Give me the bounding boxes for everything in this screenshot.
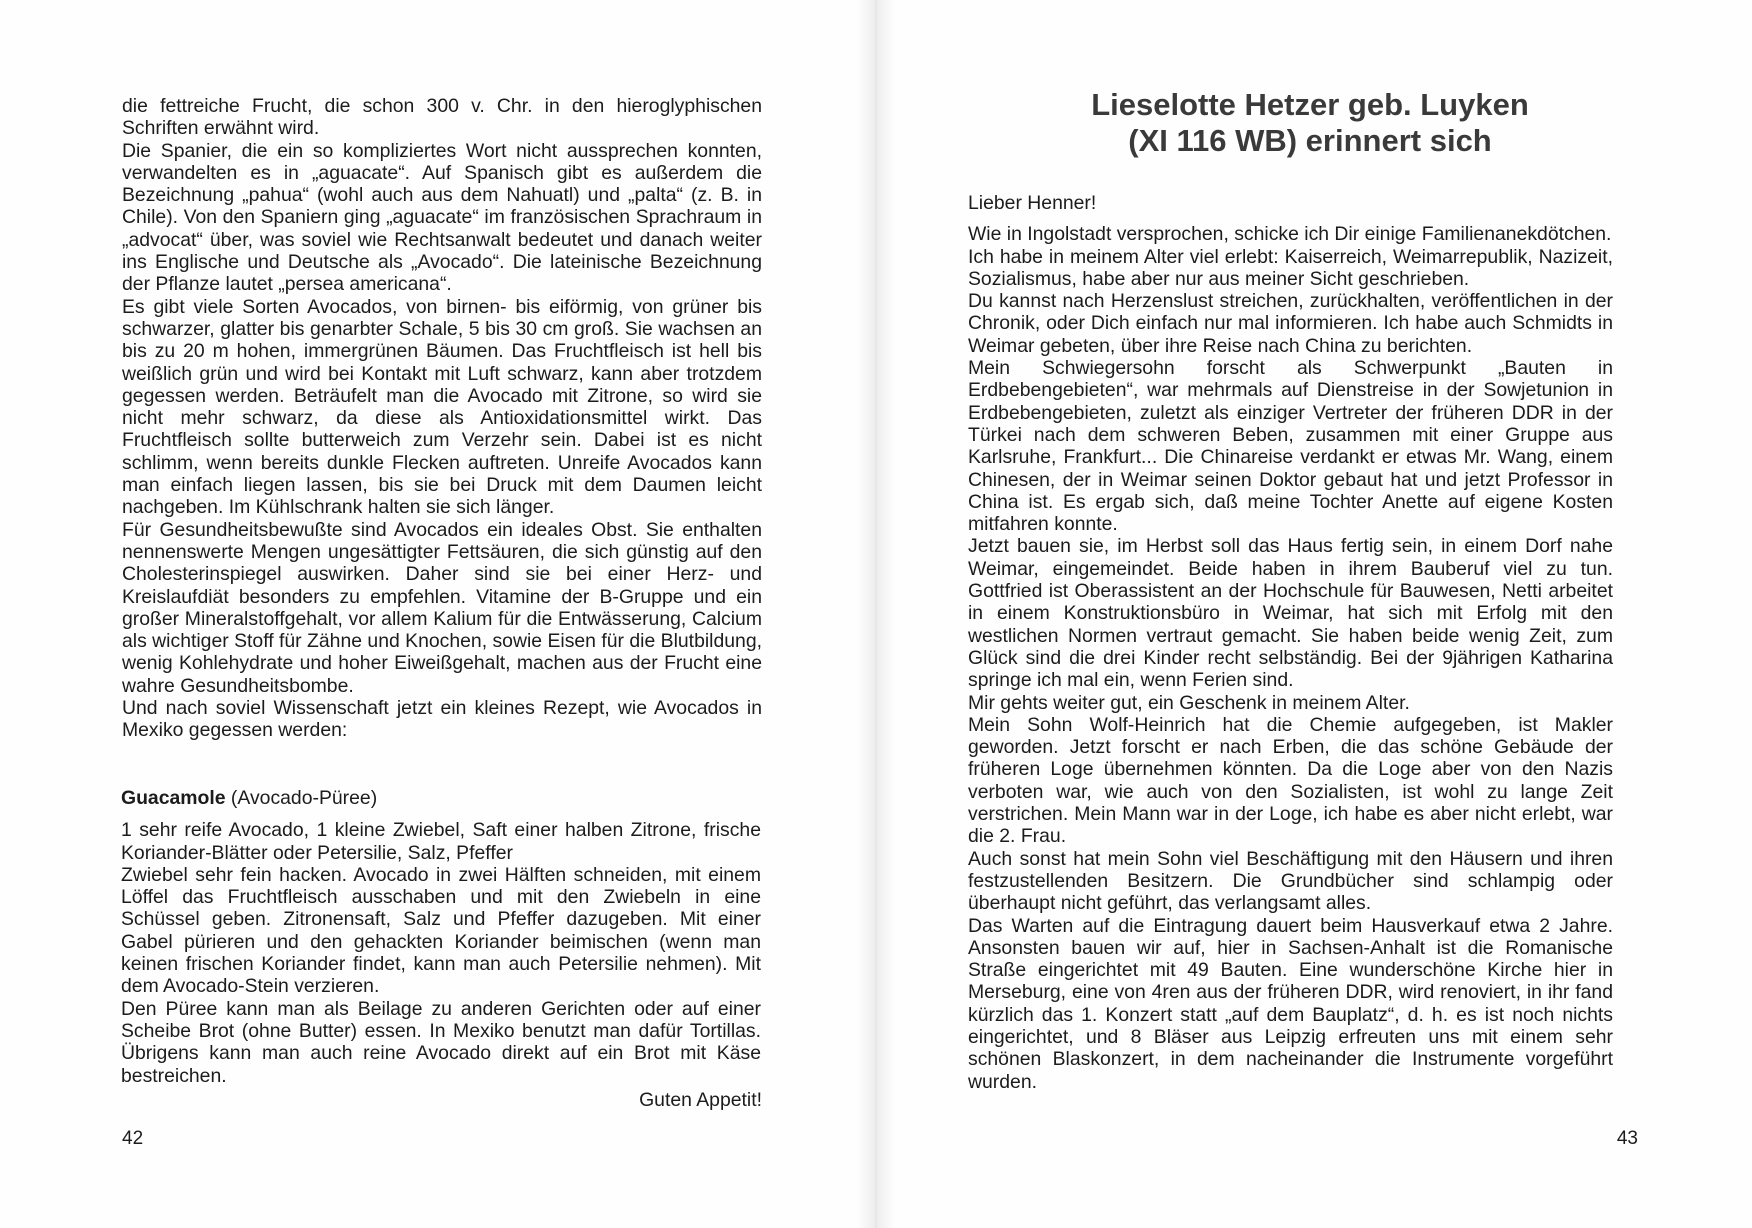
chapter-title (1030, 87, 1590, 159)
right-page (880, 0, 1752, 1228)
left-paragraph: Es gibt viele Sorten Avocados, von birnen- bis eiförmig, von grüner bis schwarzer, glatter bis genarbter Schale, 5 bis 30 cm groß. Sie wachsen an bis zu 20 m hohen, immergrünen Bäumen. Das Fruchtfleisch ist hell bis weißlich grün und wird bei Kontakt mit Luft schwarz, kann aber trotzdem gegessen werden. Beträufelt man die Avocado mit Zitrone, so wird sie nicht mehr schwarz, da diese als Antioxidationsmittel wirkt. Das Fruchtfleisch sollte butterweich zum Verzehr sein. Dabei ist es nicht schlimm, wenn bereits dunkle Flecken auftreten. Unreife Avocados kann man einfach liegen lassen, bis sie bei Druck mit dem Daumen leicht nachgeben. Im Kühlschrank halten sie sich länger. (122, 295, 762, 519)
page-number-right: 43 (1616, 1128, 1638, 1149)
right-paragraph: Wie in Ingolstadt versprochen, schicke ich Dir einige Familienanekdötchen. (968, 223, 1612, 246)
recipe-paragraph: Zwiebel sehr fein hacken. Avocado in zwei Hälften schneiden, mit einem Löffel das Fruchtfleisch ausschaben und mit den Zwiebeln in eine Schüssel geben. Zitronensaft, Salz und Pfeffer dazugeben. Mit einer Gabel pürieren und den gehackten Koriander beimischen (wenn man keinen frischen Koriander findet, kann man auch Petersilie nehmen). Mit dem Avocado-Stein verzieren. (121, 863, 761, 998)
left-paragraph: Und nach soviel Wissenschaft jetzt ein kleines Rezept, wie Avocados in Mexiko gegessen werden: (122, 697, 762, 742)
recipe-title-subtitle: (Avocado-Püree) (225, 787, 378, 809)
letter-salutation: Lieber Henner! (968, 192, 1097, 214)
recipe-paragraph: 1 sehr reife Avocado, 1 kleine Zwiebel, Saft einer halben Zitrone, frische Koriander-Blätter oder Petersilie, Salz, Pfeffer (121, 819, 761, 864)
right-paragraph: Du kannst nach Herzenslust streichen, zurückhalten, veröffentlichen in der Chronik, oder Dich einfach nur mal informieren. Ich habe auch Schmidts in Weimar gebeten, über ihre Reise nach China zu berichten. (968, 290, 1613, 357)
page-number-left: 42 (122, 1128, 144, 1149)
right-paragraph: Jetzt bauen sie, im Herbst soll das Haus fertig sein, in einem Dorf nahe Weimar, eingemeindet. Beide haben in ihrem Bauberuf viel zu tun. Gottfried ist Oberassistent an der Hochschule für Bauwesen, Netti arbeitet in einem Konstruktionsbüro in Weimar, hat sich mit Erfolg mit den westlichen Normen vertraut gemacht. Sie haben beide wenig Zeit, zum Glück sind die drei Kinder recht selbständig. Bei der 9jährigen Katharina springe ich mal ein, wenn Ferien sind. (968, 535, 1613, 692)
chapter-title-line: (XI 116 WB) erinnert sich (1128, 123, 1492, 158)
recipe-title-bold: Guacamole (121, 787, 226, 809)
left-paragraph: die fettreiche Frucht, die schon 300 v. Chr. in den hieroglyphischen Schriften erwähnt wird. (122, 95, 762, 140)
chapter-title-line: Lieselotte Hetzer geb. Luyken (1091, 87, 1529, 122)
right-paragraph: Auch sonst hat mein Sohn viel Beschäftigung mit den Häusern und ihren festzustellenden Besitzern. Die Grundbücher sind schlampig oder überhaupt nicht geführt, das verlangsamt alles. (968, 847, 1613, 915)
right-paragraph: Mein Schwiegersohn forscht als Schwerpunkt „Bauten in Erdbebengebieten“, war mehrmals auf Dienstreise in der Sowjetunion in Erdbebengebieten, zuletzt als einziger Vertreter der früheren DDR in der Türkei nach dem schweren Beben, zusammen mit einer Gruppe aus Karlsruhe, Frankfurt... Die Chinareise verdankt er etwas Mr. Wang, einem Chinesen, der in Weimar seinen Doktor gebaut hat und jetzt Professor in China ist. Es ergab sich, daß meine Tochter Anette auf eigene Kosten mitfahren konnte. (968, 357, 1613, 536)
left-body-text (122, 95, 762, 742)
right-body-text (968, 192, 1613, 1093)
right-paragraph: Das Warten auf die Eintragung dauert beim Hausverkauf etwa 2 Jahre. Ansonsten bauen wir auf, hier in Sachsen-Anhalt ist die Romanische Straße eingerichtet mit 49 Bauten. Eine wunderschöne Kirche hier in Merseburg, eine von 4ren aus der früheren DDR, wird renoviert, in ihr fand kürzlich das 1. Konzert statt „auf dem Bauplatz“, d. h. es ist noch nichts eingerichtet, und 8 Bläser aus Leipzig erfreuten uns mit einem sehr schönen Blaskonzert, in dem nacheinander die Instrumente vorgeführt wurden. (968, 914, 1613, 1093)
right-paragraph: Mein Sohn Wolf-Heinrich hat die Chemie aufgegeben, ist Makler geworden. Jetzt forscht er nach Erben, die das schöne Gebäude der früheren Loge übernehmen könnten. Da die Loge aber von den Nazis verboten war, wie auch von den Sozialisten, ist wohl zu lange Zeit verstrichen. Mein Mann war in der Loge, ich habe es aber nicht erlebt, war die 2. Frau. (968, 713, 1613, 848)
right-paragraph: Mir gehts weiter gut, ein Geschenk in meinem Alter. (968, 691, 1410, 714)
left-paragraph: Die Spanier, die ein so kompliziertes Wort nicht aussprechen konnten, verwandelten es in „aguacate“. Auf Spanisch gibt es außerdem die Bezeichnung „pahua“ (wohl auch aus dem Nahuatl) und „palta“ (z. B. in Chile). Von den Spaniern ging „aguacate“ im französischen Sprachraum in „advocat“ über, was soviel wie Rechtsanwalt bedeutet und danach weiter ins Englische und Deutsche als „Avocado“. Die lateinische Bezeichnung der Pflanze lautet „persea americana“. (122, 139, 762, 296)
recipe-section (121, 787, 761, 1087)
left-paragraph: Für Gesundheitsbewußte sind Avocados ein ideales Obst. Sie enthalten nennenswerte Mengen ungesättigter Fettsäuren, die sich günstig auf den Cholesterinspiegel auswirken. Daher sind sie bei einer Herz- und Kreislaufdiät besonders zu empfehlen. Vitamine der B-Gruppe und ein großer Mineralstoffgehalt, vor allem Kalium für die Entwässerung, Calcium als wichtiger Stoff für Zähne und Knochen, sowie Eisen für die Blutbildung, wenig Kohlehydrate und hoher Eiweißgehalt, machen aus der Frucht eine wahre Gesundheitsbombe. (122, 518, 762, 697)
right-paragraph: Ich habe in meinem Alter viel erlebt: Kaiserreich, Weimarrepublik, Nazizeit, Sozialismus, habe aber nur aus meiner Sicht geschrieben. (968, 245, 1613, 290)
recipe-signoff: Guten Appetit! (639, 1089, 762, 1111)
left-page (0, 0, 870, 1228)
recipe-paragraph: Den Püree kann man als Beilage zu anderen Gerichten oder auf einer Scheibe Brot (ohne Butter) essen. In Mexiko benutzt man dafür Tortillas. Übrigens kann man auch reine Avocado direkt auf ein Brot mit Käse bestreichen. (121, 997, 761, 1087)
recipe-title (121, 787, 761, 809)
